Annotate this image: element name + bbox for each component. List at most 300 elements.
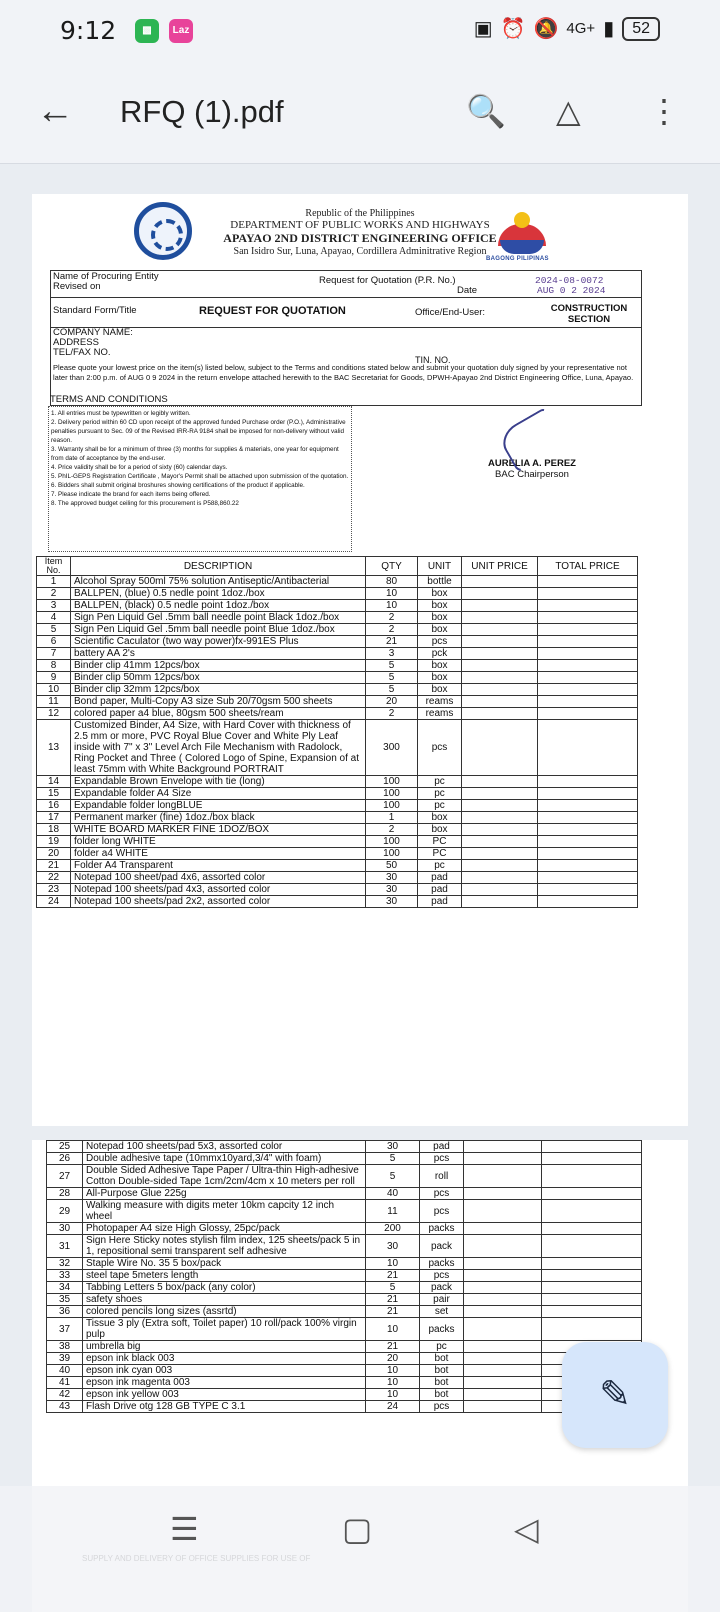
- total-price-cell: [538, 696, 638, 708]
- item-no-cell: 31: [47, 1235, 83, 1258]
- table-row: [37, 824, 638, 836]
- total-price-cell: [542, 1200, 642, 1223]
- total-price-cell: [542, 1306, 642, 1318]
- item-no-cell: 35: [47, 1294, 83, 1306]
- items-table-page-1: [36, 556, 638, 908]
- item-no-cell: 22: [37, 872, 71, 884]
- total-price-cell: [542, 1258, 642, 1270]
- qty-cell: 24: [366, 1401, 420, 1413]
- status-bar: [0, 0, 720, 62]
- table-row: [37, 660, 638, 672]
- qty-cell: 21: [366, 1294, 420, 1306]
- unit-price-cell: [462, 720, 538, 776]
- table-row: [47, 1165, 642, 1188]
- tel-fax-label: TEL/FAX NO.: [53, 347, 111, 358]
- recents-icon[interactable]: ☰: [170, 1511, 199, 1547]
- qty-cell: 10: [366, 600, 418, 612]
- item-no-cell: 34: [47, 1282, 83, 1294]
- unit-price-cell: [462, 812, 538, 824]
- unit-cell: box: [418, 824, 462, 836]
- unit-cell: box: [418, 660, 462, 672]
- description-cell: epson ink magenta 003: [83, 1377, 366, 1389]
- office-label: Office/End-User:: [415, 307, 486, 318]
- unit-cell: pad: [420, 1141, 464, 1153]
- signatory-block: [484, 418, 580, 480]
- unit-price-cell: [462, 684, 538, 696]
- description-cell: Notepad 100 sheet/pad 4x6, assorted color: [71, 872, 366, 884]
- total-price-cell: [538, 684, 638, 696]
- table-row: [37, 684, 638, 696]
- unit-cell: bot: [420, 1365, 464, 1377]
- description-cell: Expandable Brown Envelope with tie (long): [71, 776, 366, 788]
- total-price-cell: [542, 1282, 642, 1294]
- unit-cell: pc: [418, 776, 462, 788]
- description-cell: folder a4 WHITE: [71, 848, 366, 860]
- unit-price-cell: [464, 1318, 542, 1341]
- unit-price-cell: [462, 636, 538, 648]
- qty-cell: 40: [366, 1188, 420, 1200]
- qty-cell: 21: [366, 1270, 420, 1282]
- unit-price-cell: [464, 1282, 542, 1294]
- unit-cell: box: [418, 684, 462, 696]
- description-cell: folder long WHITE: [71, 836, 366, 848]
- item-no-cell: 10: [37, 684, 71, 696]
- table-row: [47, 1401, 642, 1413]
- total-price-cell: [538, 600, 638, 612]
- item-no-cell: 7: [37, 648, 71, 660]
- total-price-cell: [538, 612, 638, 624]
- description-cell: All-Purpose Glue 225g: [83, 1188, 366, 1200]
- description-cell: epson ink black 003: [83, 1353, 366, 1365]
- unit-cell: packs: [420, 1223, 464, 1235]
- bagong-pilipinas-text: BAGONG PILIPINAS: [486, 256, 549, 262]
- table-row: [47, 1377, 642, 1389]
- item-no-cell: 41: [47, 1377, 83, 1389]
- alarm-icon: ⏰: [500, 18, 526, 40]
- table-row: [47, 1258, 642, 1270]
- item-no-cell: 24: [37, 896, 71, 908]
- unit-price-cell: [464, 1258, 542, 1270]
- signal-icon: ▮: [603, 18, 615, 40]
- table-row: [37, 776, 638, 788]
- back-arrow-icon[interactable]: ←: [36, 90, 74, 132]
- unit-cell: reams: [418, 708, 462, 720]
- description-cell: Expandable folder A4 Size: [71, 788, 366, 800]
- qty-cell: 10: [366, 1389, 420, 1401]
- unit-cell: pack: [420, 1235, 464, 1258]
- unit-cell: PC: [418, 848, 462, 860]
- unit-price-cell: [462, 576, 538, 588]
- unit-cell: box: [418, 612, 462, 624]
- unit-price-cell: [464, 1153, 542, 1165]
- description-cell: Notepad 100 sheets/pad 4x3, assorted color: [71, 884, 366, 896]
- qty-cell: 2: [366, 708, 418, 720]
- total-price-cell: [542, 1223, 642, 1235]
- total-price-cell: [542, 1270, 642, 1282]
- date-value: AUG 0 2 2024: [537, 285, 606, 296]
- term-item: 2. Delivery period within 60 CD upon receipt of the approved funded Purchase order (P.O.), Administrative penalties pursuant to Sec. 09 of the Revised IRR-RA 9184 shall be imposed for non-delivery without valid reason.: [51, 419, 346, 444]
- unit-cell: pcs: [420, 1401, 464, 1413]
- unit-price-cell: [462, 612, 538, 624]
- table-row: [47, 1141, 642, 1153]
- item-no-cell: 23: [37, 884, 71, 896]
- description-cell: Binder clip 50mm 12pcs/box: [71, 672, 366, 684]
- item-no-cell: 13: [37, 720, 71, 776]
- green-app-icon: ▩: [135, 19, 159, 43]
- unit-cell: pc: [420, 1341, 464, 1353]
- unit-cell: pcs: [420, 1200, 464, 1223]
- term-item: 5. PhIL-GEPS Registration Certificate , Mayor's Permit shall be attached upon submission of the quotation.: [51, 473, 349, 480]
- unit-cell: pcs: [420, 1270, 464, 1282]
- unit-price-cell: [464, 1306, 542, 1318]
- unit-cell: pad: [418, 872, 462, 884]
- table-row: [37, 600, 638, 612]
- item-no-cell: 17: [37, 812, 71, 824]
- qty-cell: 300: [366, 720, 418, 776]
- header-address: San Isidro Sur, Luna, Apayao, Cordillera Adminitrative Region: [233, 246, 487, 257]
- header-qty: QTY: [366, 557, 418, 576]
- qty-cell: 3: [366, 648, 418, 660]
- unit-cell: box: [418, 672, 462, 684]
- item-no-cell: 37: [47, 1318, 83, 1341]
- date-label: Date: [457, 285, 478, 296]
- item-no-cell: 32: [47, 1258, 83, 1270]
- table-row: [37, 872, 638, 884]
- revised-on-label: Revised on: [53, 281, 101, 292]
- qty-cell: 5: [366, 1282, 420, 1294]
- total-price-cell: [538, 660, 638, 672]
- qty-cell: 5: [366, 672, 418, 684]
- description-cell: BALLPEN, (black) 0.5 nedle point 1doz./box: [71, 600, 366, 612]
- item-no-cell: 9: [37, 672, 71, 684]
- qty-cell: 2: [366, 612, 418, 624]
- unit-price-cell: [464, 1188, 542, 1200]
- item-no-cell: 21: [37, 860, 71, 872]
- qty-cell: 21: [366, 1341, 420, 1353]
- total-price-cell: [538, 860, 638, 872]
- unit-cell: pcs: [420, 1188, 464, 1200]
- description-cell: Scientific Caculator (two way power)fx-991ES Plus: [71, 636, 366, 648]
- table-row: [37, 636, 638, 648]
- qty-cell: 100: [366, 788, 418, 800]
- mute-icon: 🔕: [533, 18, 559, 40]
- qty-cell: 5: [366, 684, 418, 696]
- total-price-cell: [538, 648, 638, 660]
- description-cell: battery AA 2's: [71, 648, 366, 660]
- unit-cell: box: [418, 624, 462, 636]
- app-toolbar: [0, 62, 720, 164]
- terms-heading: TERMS AND CONDITIONS: [50, 394, 168, 405]
- unit-price-cell: [464, 1353, 542, 1365]
- description-cell: safety shoes: [83, 1294, 366, 1306]
- table-row: [37, 896, 638, 908]
- total-price-cell: [538, 800, 638, 812]
- header-description: DESCRIPTION: [71, 557, 366, 576]
- description-cell: Tissue 3 ply (Extra soft, Toilet paper) 10 roll/pack 100% virgin pulp: [83, 1318, 366, 1341]
- unit-cell: box: [418, 588, 462, 600]
- term-item: 1. All entries must be typewritten or legibly written.: [51, 410, 191, 417]
- item-no-cell: 27: [47, 1165, 83, 1188]
- status-icons: [474, 16, 660, 41]
- qty-cell: 2: [366, 824, 418, 836]
- unit-price-cell: [464, 1294, 542, 1306]
- unit-cell: pack: [420, 1282, 464, 1294]
- total-price-cell: [538, 788, 638, 800]
- item-no-cell: 39: [47, 1353, 83, 1365]
- unit-cell: box: [418, 812, 462, 824]
- description-cell: Permanent marker (fine) 1doz./box black: [71, 812, 366, 824]
- more-vert-icon[interactable]: ⋮: [648, 93, 680, 129]
- unit-price-cell: [462, 648, 538, 660]
- total-price-cell: [542, 1153, 642, 1165]
- instruction-text: Please quote your lowest price on the item(s) listed below, subject to the Terms and conditions stated below and submit your quotation duly signed by your representative not later than 2:00 p.m. of AUG 0 9 2024 in the return envelope attached herewith to the BAC Secretariat for Goods, DPWH-Apayao 2nd District Engineering Office, Luna, Apayao.: [53, 363, 634, 382]
- description-cell: steel tape 5meters length: [83, 1270, 366, 1282]
- unit-cell: reams: [418, 696, 462, 708]
- tin-label: TIN. NO.: [415, 355, 451, 365]
- qty-cell: 100: [366, 848, 418, 860]
- back-icon[interactable]: ◁: [514, 1511, 539, 1547]
- unit-cell: set: [420, 1306, 464, 1318]
- item-no-cell: 6: [37, 636, 71, 648]
- document-header: [32, 208, 688, 257]
- item-no-cell: 33: [47, 1270, 83, 1282]
- total-price-cell: [538, 884, 638, 896]
- item-no-cell: 29: [47, 1200, 83, 1223]
- rfq-form-box: [50, 270, 642, 406]
- edit-annotate-icon[interactable]: ✎: [562, 1342, 668, 1448]
- total-price-cell: [538, 720, 638, 776]
- unit-price-cell: [462, 884, 538, 896]
- table-row: [47, 1353, 642, 1365]
- table-row: [37, 576, 638, 588]
- table-row: [37, 612, 638, 624]
- total-price-cell: [538, 588, 638, 600]
- item-no-cell: 25: [47, 1141, 83, 1153]
- qty-cell: 30: [366, 1141, 420, 1153]
- unit-price-cell: [462, 872, 538, 884]
- nfc-icon: ▣: [473, 18, 493, 40]
- total-price-cell: [538, 812, 638, 824]
- standard-form-label: Standard Form/Title: [53, 305, 137, 316]
- table-row: [37, 848, 638, 860]
- description-cell: BALLPEN, (blue) 0.5 nedle point 1doz./box: [71, 588, 366, 600]
- unit-cell: packs: [420, 1258, 464, 1270]
- unit-price-cell: [462, 896, 538, 908]
- table-row: [37, 588, 638, 600]
- table-row: [37, 800, 638, 812]
- status-time: 9:12: [60, 16, 117, 45]
- unit-cell: pcs: [418, 636, 462, 648]
- unit-cell: pcs: [420, 1153, 464, 1165]
- total-price-cell: [538, 708, 638, 720]
- address-label: ADDRESS: [53, 337, 99, 348]
- table-header-row: [37, 557, 638, 576]
- header-total-price: TOTAL PRICE: [538, 557, 638, 576]
- table-row: [37, 720, 638, 776]
- item-no-cell: 2: [37, 588, 71, 600]
- description-cell: Binder clip 32mm 12pcs/box: [71, 684, 366, 696]
- header-unit: UNIT: [418, 557, 462, 576]
- unit-price-cell: [462, 800, 538, 812]
- qty-cell: 80: [366, 576, 418, 588]
- qty-cell: 5: [366, 1153, 420, 1165]
- table-row: [47, 1294, 642, 1306]
- description-cell: Notepad 100 sheets/pad 5x3, assorted color: [83, 1141, 366, 1153]
- total-price-cell: [542, 1294, 642, 1306]
- total-price-cell: [538, 576, 638, 588]
- search-document-icon[interactable]: 🔍: [466, 93, 506, 129]
- item-no-cell: 5: [37, 624, 71, 636]
- table-row: [47, 1389, 642, 1401]
- qty-cell: 10: [366, 588, 418, 600]
- unit-price-cell: [464, 1365, 542, 1377]
- table-row: [47, 1306, 642, 1318]
- item-no-cell: 12: [37, 708, 71, 720]
- unit-cell: pc: [418, 800, 462, 812]
- total-price-cell: [538, 776, 638, 788]
- unit-price-cell: [464, 1223, 542, 1235]
- unit-cell: pcs: [418, 720, 462, 776]
- table-row: [37, 708, 638, 720]
- qty-cell: 30: [366, 896, 418, 908]
- description-cell: Customized Binder, A4 Size, with Hard Cover with thickness of 2.5 mm or more, PVC Royal Blue Cover and White Ply Leaf inside with 7" x 3" Level Arch File Mechanism with Radolock, Ring Pocket and Three ( Colored Logo of Spine, Expansion of at least 75mm with White Background PORTRAIT: [71, 720, 366, 776]
- item-no-cell: 3: [37, 600, 71, 612]
- unit-price-cell: [462, 860, 538, 872]
- item-no-cell: 36: [47, 1306, 83, 1318]
- header-department: DEPARTMENT OF PUBLIC WORKS AND HIGHWAYS: [230, 219, 490, 231]
- pdf-page-1: [32, 194, 688, 1126]
- item-no-cell: 38: [47, 1341, 83, 1353]
- table-row: [37, 812, 638, 824]
- drive-add-icon[interactable]: △: [556, 93, 581, 129]
- item-no-cell: 18: [37, 824, 71, 836]
- table-row: [37, 648, 638, 660]
- description-cell: Sign Pen Liquid Gel .5mm ball needle point Black 1doz./box: [71, 612, 366, 624]
- total-price-cell: [538, 836, 638, 848]
- table-row: [47, 1188, 642, 1200]
- term-item: 3. Warranty shall be for a minimum of three (3) months for supplies & materials, one year for equipment from date of acceptance by the end-user.: [51, 446, 339, 462]
- company-name-label: COMPANY NAME:: [53, 327, 133, 338]
- qty-cell: 100: [366, 776, 418, 788]
- item-no-cell: 20: [37, 848, 71, 860]
- description-cell: epson ink yellow 003: [83, 1389, 366, 1401]
- unit-price-cell: [462, 708, 538, 720]
- network-label: 4G+: [566, 20, 596, 37]
- term-item: 6. Bidders shall submit original broshures showing certifications of the product if applicable.: [51, 482, 305, 489]
- total-price-cell: [538, 624, 638, 636]
- office-value: CONSTRUCTION SECTION: [550, 303, 628, 325]
- description-cell: Folder A4 Transparent: [71, 860, 366, 872]
- total-price-cell: [538, 672, 638, 684]
- unit-cell: PC: [418, 836, 462, 848]
- qty-cell: 10: [366, 1377, 420, 1389]
- table-row: [47, 1270, 642, 1282]
- unit-price-cell: [464, 1401, 542, 1413]
- table-row: [37, 696, 638, 708]
- qty-cell: 100: [366, 800, 418, 812]
- procuring-entity-label: Name of Procuring Entity: [53, 271, 159, 282]
- description-cell: Double Sided Adhesive Tape Paper / Ultra-thin High-adhesive Cotton Double-sided Tape 1cm/2cm/4cm x 10 meters per roll: [83, 1165, 366, 1188]
- description-cell: Sign Pen Liquid Gel .5mm ball needle point Blue 1doz./box: [71, 624, 366, 636]
- unit-price-cell: [462, 660, 538, 672]
- header-item-no: Item No.: [37, 557, 71, 576]
- unit-cell: pck: [418, 648, 462, 660]
- unit-price-cell: [464, 1165, 542, 1188]
- unit-price-cell: [464, 1389, 542, 1401]
- qty-cell: 20: [366, 696, 418, 708]
- unit-price-cell: [464, 1141, 542, 1153]
- unit-cell: pc: [418, 860, 462, 872]
- description-cell: Expandable folder longBLUE: [71, 800, 366, 812]
- description-cell: epson ink cyan 003: [83, 1365, 366, 1377]
- description-cell: colored pencils long sizes (assrtd): [83, 1306, 366, 1318]
- total-price-cell: [542, 1188, 642, 1200]
- description-cell: Walking measure with digits meter 10km capcity 12 inch wheel: [83, 1200, 366, 1223]
- qty-cell: 30: [366, 884, 418, 896]
- unit-price-cell: [462, 672, 538, 684]
- unit-price-cell: [464, 1235, 542, 1258]
- total-price-cell: [538, 872, 638, 884]
- table-row: [47, 1318, 642, 1341]
- total-price-cell: [538, 636, 638, 648]
- terms-box: [48, 406, 352, 552]
- description-cell: Binder clip 41mm 12pcs/box: [71, 660, 366, 672]
- table-row: [47, 1282, 642, 1294]
- unit-price-cell: [462, 824, 538, 836]
- unit-cell: bottle: [418, 576, 462, 588]
- description-cell: Tabbing Letters 5 box/pack (any color): [83, 1282, 366, 1294]
- table-row: [47, 1235, 642, 1258]
- table-row: [37, 624, 638, 636]
- qty-cell: 30: [366, 1235, 420, 1258]
- total-price-cell: [542, 1235, 642, 1258]
- term-item: 7. Please indicate the brand for each items being offered.: [51, 491, 211, 498]
- unit-price-cell: [464, 1341, 542, 1353]
- battery-icon: 52: [622, 17, 660, 41]
- unit-cell: pair: [420, 1294, 464, 1306]
- description-cell: Sign Here Sticky notes stylish film index, 125 sheets/pack 5 in 1, repositional semi transparent self adhesive: [83, 1235, 366, 1258]
- qty-cell: 21: [366, 636, 418, 648]
- description-cell: umbrella big: [83, 1341, 366, 1353]
- total-price-cell: [542, 1165, 642, 1188]
- item-no-cell: 42: [47, 1389, 83, 1401]
- qty-cell: 11: [366, 1200, 420, 1223]
- qty-cell: 5: [366, 660, 418, 672]
- table-row: [37, 788, 638, 800]
- description-cell: Staple Wire No. 35 5 box/pack: [83, 1258, 366, 1270]
- rfq-no-label: Request for Quotation (P.R. No.): [319, 275, 456, 286]
- unit-cell: bot: [420, 1353, 464, 1365]
- item-no-cell: 11: [37, 696, 71, 708]
- item-no-cell: 1: [37, 576, 71, 588]
- unit-cell: pc: [418, 788, 462, 800]
- description-cell: Flash Drive otg 128 GB TYPE C 3.1: [83, 1401, 366, 1413]
- signatory-name: AURELIA A. PEREZ: [488, 458, 576, 469]
- unit-price-cell: [462, 776, 538, 788]
- description-cell: WHITE BOARD MARKER FINE 1DOZ/BOX: [71, 824, 366, 836]
- qty-cell: 20: [366, 1353, 420, 1365]
- unit-cell: roll: [420, 1165, 464, 1188]
- qty-cell: 100: [366, 836, 418, 848]
- table-row: [47, 1200, 642, 1223]
- signatory-role: BAC Chairperson: [495, 469, 569, 480]
- item-no-cell: 43: [47, 1401, 83, 1413]
- home-icon[interactable]: ▢: [342, 1511, 373, 1547]
- item-no-cell: 8: [37, 660, 71, 672]
- form-title: REQUEST FOR QUOTATION: [199, 305, 346, 317]
- unit-price-cell: [462, 624, 538, 636]
- total-price-cell: [538, 824, 638, 836]
